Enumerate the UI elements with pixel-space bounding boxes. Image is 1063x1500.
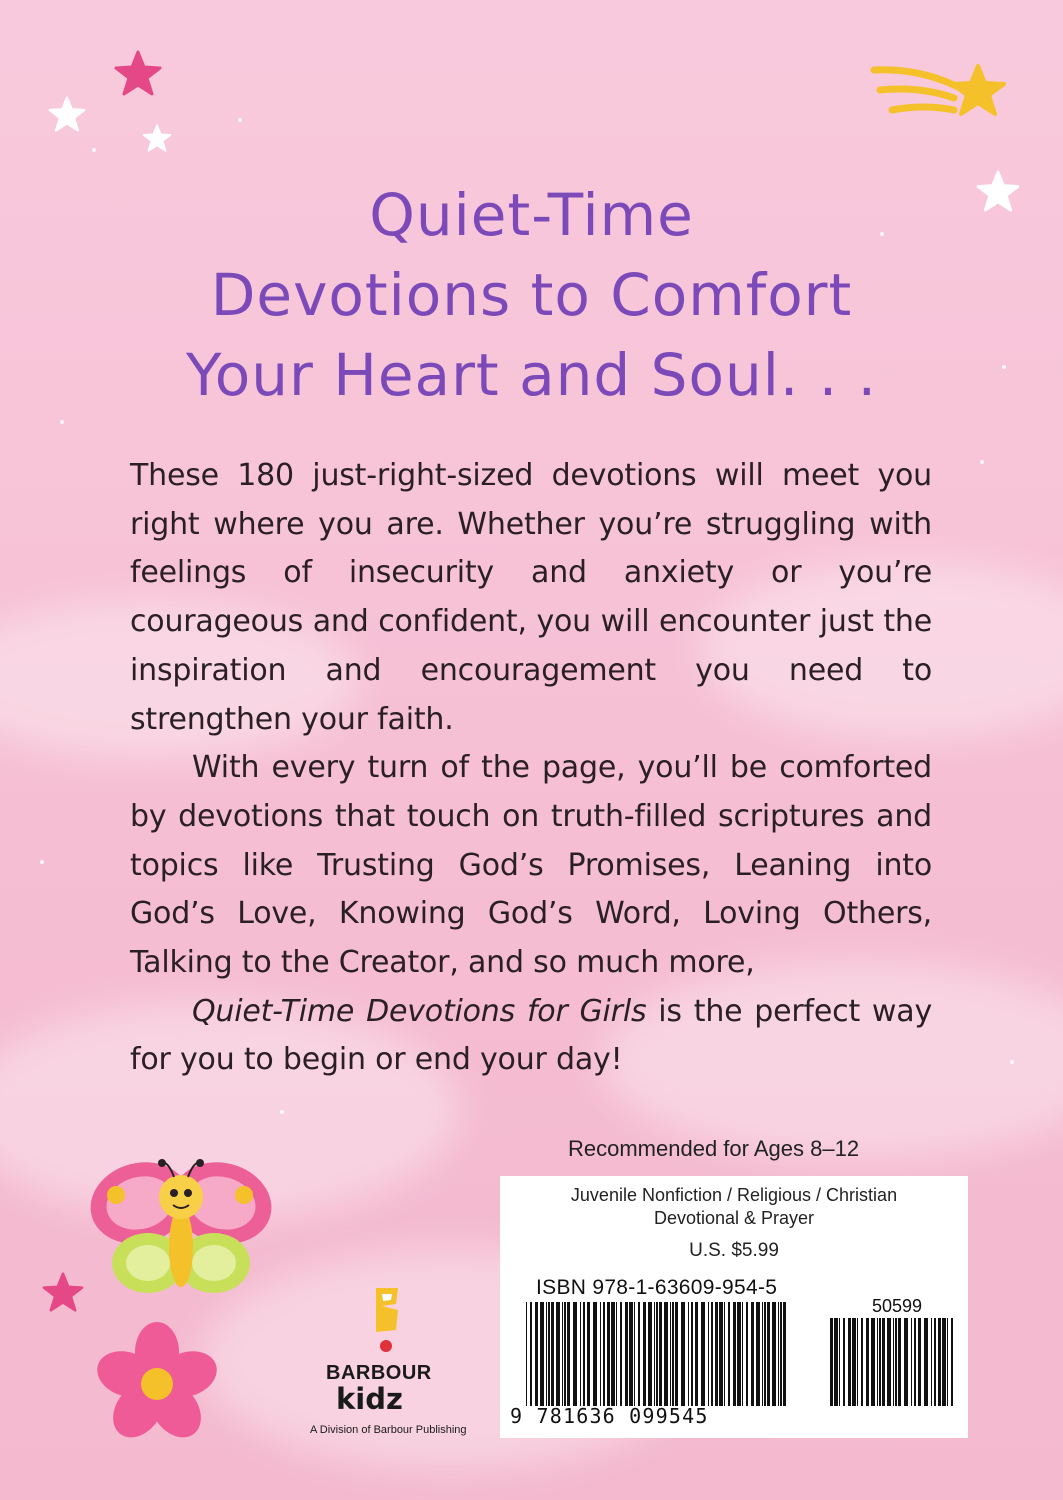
barcode-bar [839, 1318, 840, 1406]
barcode-bar [551, 1302, 554, 1406]
barcode-bar [934, 1318, 936, 1406]
barcode-bar [580, 1302, 581, 1406]
barcode-bar [762, 1302, 763, 1406]
barcode-bar [616, 1302, 617, 1406]
barcode-bar [871, 1318, 875, 1406]
barcode-bar [947, 1318, 948, 1406]
description-paragraph: These 180 just-right-sized devotions will meet you right where you are. Whether you’re struggling with feelings of insecurity and anxiety or you’re courageous and confident, you will encounter just the inspiration and encouragement you need to strengthen your faith. [130, 458, 932, 737]
barcode-bar [914, 1318, 916, 1406]
barcode-bar [672, 1302, 674, 1406]
barcode-bar [895, 1318, 897, 1406]
publisher-imprint: kidz [336, 1382, 403, 1416]
book-title: Quiet-Time Devotions for Girls [192, 993, 647, 1029]
sparkle [1010, 1060, 1014, 1064]
headline-line: Quiet-Time [369, 181, 694, 249]
barcode-bar [737, 1302, 741, 1406]
barcode-bar [780, 1302, 782, 1406]
barcode-bar [898, 1318, 901, 1406]
barcode-bar [764, 1302, 766, 1406]
barcode-bar [583, 1302, 585, 1406]
barcode-bar [942, 1318, 946, 1406]
barcode-bar [767, 1302, 770, 1406]
publisher-name: BARBOUR [326, 1362, 432, 1384]
barcode-bar [688, 1302, 689, 1406]
barcode-bar [567, 1302, 570, 1406]
barcode-bar [620, 1302, 622, 1406]
barcode-bar [772, 1302, 776, 1406]
barcode-bar [593, 1302, 597, 1406]
barcode-bar [931, 1318, 932, 1406]
barcode-bar [756, 1302, 760, 1406]
barcode-digits: 9 781636 099545 [510, 1404, 709, 1428]
barcode-bar [877, 1318, 878, 1406]
description [130, 452, 932, 1085]
sparkle [92, 148, 96, 152]
barcode-bar [535, 1302, 538, 1406]
headline-line: Devotions to Comfort [210, 261, 853, 329]
description-text: is the perfect way for you to begin or end your day! [130, 993, 933, 1078]
barcode-bar [670, 1302, 671, 1406]
barcode-bar [625, 1302, 628, 1406]
barcode-bar [648, 1302, 652, 1406]
barcode-bar [843, 1318, 845, 1406]
barcode-bar [861, 1318, 863, 1406]
barcode-bar [573, 1302, 577, 1406]
sparkle [40, 860, 44, 864]
barcode-bar [866, 1318, 869, 1406]
barcode-bar [675, 1302, 678, 1406]
sparkle [980, 460, 984, 464]
barcode-bar [746, 1302, 748, 1406]
barcode-bar [562, 1302, 563, 1406]
barcode-bar [530, 1302, 532, 1406]
description-paragraph [130, 988, 932, 1085]
barcode-bar [879, 1318, 881, 1406]
barcode-bar [711, 1302, 713, 1406]
age-recommendation: Recommended for Ages 8–12 [568, 1136, 860, 1161]
butterfly-icon [82, 1155, 278, 1305]
barcode-bar [526, 1302, 527, 1406]
barcode-bar [857, 1318, 858, 1406]
ean-barcode [526, 1302, 788, 1406]
barcode-bar [904, 1318, 908, 1406]
barcode-bar [708, 1302, 709, 1406]
white-star-icon [48, 96, 86, 132]
barcode-bar [654, 1302, 655, 1406]
price: U.S. $5.99 [689, 1240, 779, 1261]
barcode-bar [783, 1302, 786, 1406]
barcode-bar [938, 1318, 941, 1406]
barcode-bar [848, 1318, 851, 1406]
barcode-bar [701, 1302, 705, 1406]
barcode-bar [659, 1302, 662, 1406]
barcode-bar [852, 1318, 856, 1406]
sparkle [60, 420, 64, 424]
barcode-bar [587, 1302, 590, 1406]
barcode-bar [603, 1302, 605, 1406]
barcode-bar [634, 1302, 635, 1406]
addon-digits: 50599 [872, 1296, 923, 1316]
barcode-bar [728, 1302, 730, 1406]
barcode-bar [733, 1302, 736, 1406]
category [500, 1184, 968, 1230]
barcode-bar [911, 1318, 912, 1406]
barcode-bar [887, 1318, 891, 1406]
sparkle [238, 118, 242, 122]
barcode-bar [548, 1302, 550, 1406]
category-line: Juvenile Nonfiction / Religious / Christian [570, 1185, 898, 1205]
barcode-bar [656, 1302, 658, 1406]
barcode-bar [695, 1302, 698, 1406]
publisher-division: A Division of Barbour Publishing [310, 1424, 467, 1436]
barcode-panel [500, 1176, 968, 1438]
barbour-kidz-logo-icon [370, 1286, 402, 1356]
barcode-bar [724, 1302, 725, 1406]
pink-star-icon [42, 1272, 84, 1312]
category-line: Devotional & Prayer [653, 1208, 815, 1228]
barcode-bar [600, 1302, 601, 1406]
barcode-bar [834, 1318, 838, 1406]
pink-star-icon [114, 50, 162, 96]
barcode-bar [751, 1302, 754, 1406]
barcode-bar [742, 1302, 743, 1406]
sparkle [280, 1110, 284, 1114]
barcode-bar [629, 1302, 633, 1406]
barcode-bar [924, 1318, 928, 1406]
barcode-bar [556, 1302, 560, 1406]
headline [0, 175, 1063, 415]
barcode-bar [564, 1302, 566, 1406]
barcode-bar [691, 1302, 693, 1406]
barcode-bar [681, 1302, 685, 1406]
barcode-bar [893, 1318, 894, 1406]
barcode-bar [643, 1302, 646, 1406]
flower-icon [94, 1322, 220, 1446]
addon-barcode [830, 1318, 960, 1406]
shooting-star-icon [868, 56, 1010, 140]
barcode-bar [607, 1302, 610, 1406]
barcode-bar [951, 1318, 953, 1406]
headline-line: Your Heart and Soul. . . [185, 341, 878, 409]
isbn: ISBN 978-1-63609-954-5 [536, 1276, 778, 1299]
barcode-bar [638, 1302, 640, 1406]
white-star-icon [142, 124, 172, 152]
barcode-bar [918, 1318, 921, 1406]
barcode-bar [540, 1302, 544, 1406]
barcode-bar [664, 1302, 668, 1406]
barcode-bar [830, 1318, 833, 1406]
barcode-bar [778, 1302, 779, 1406]
barcode-bar [715, 1302, 718, 1406]
barcode-bar [719, 1302, 723, 1406]
barcode-bar [611, 1302, 615, 1406]
description-paragraph: With every turn of the page, you’ll be comforted by devotions that touch on truth-filled scriptures and topics like Trusting God’s Promises, Leaning into God’s Love, Knowing God’s Word, Loving Others, Talking to the Creator, and so much more, [130, 750, 932, 981]
barcode-bar [882, 1318, 885, 1406]
barcode-bar [546, 1302, 547, 1406]
